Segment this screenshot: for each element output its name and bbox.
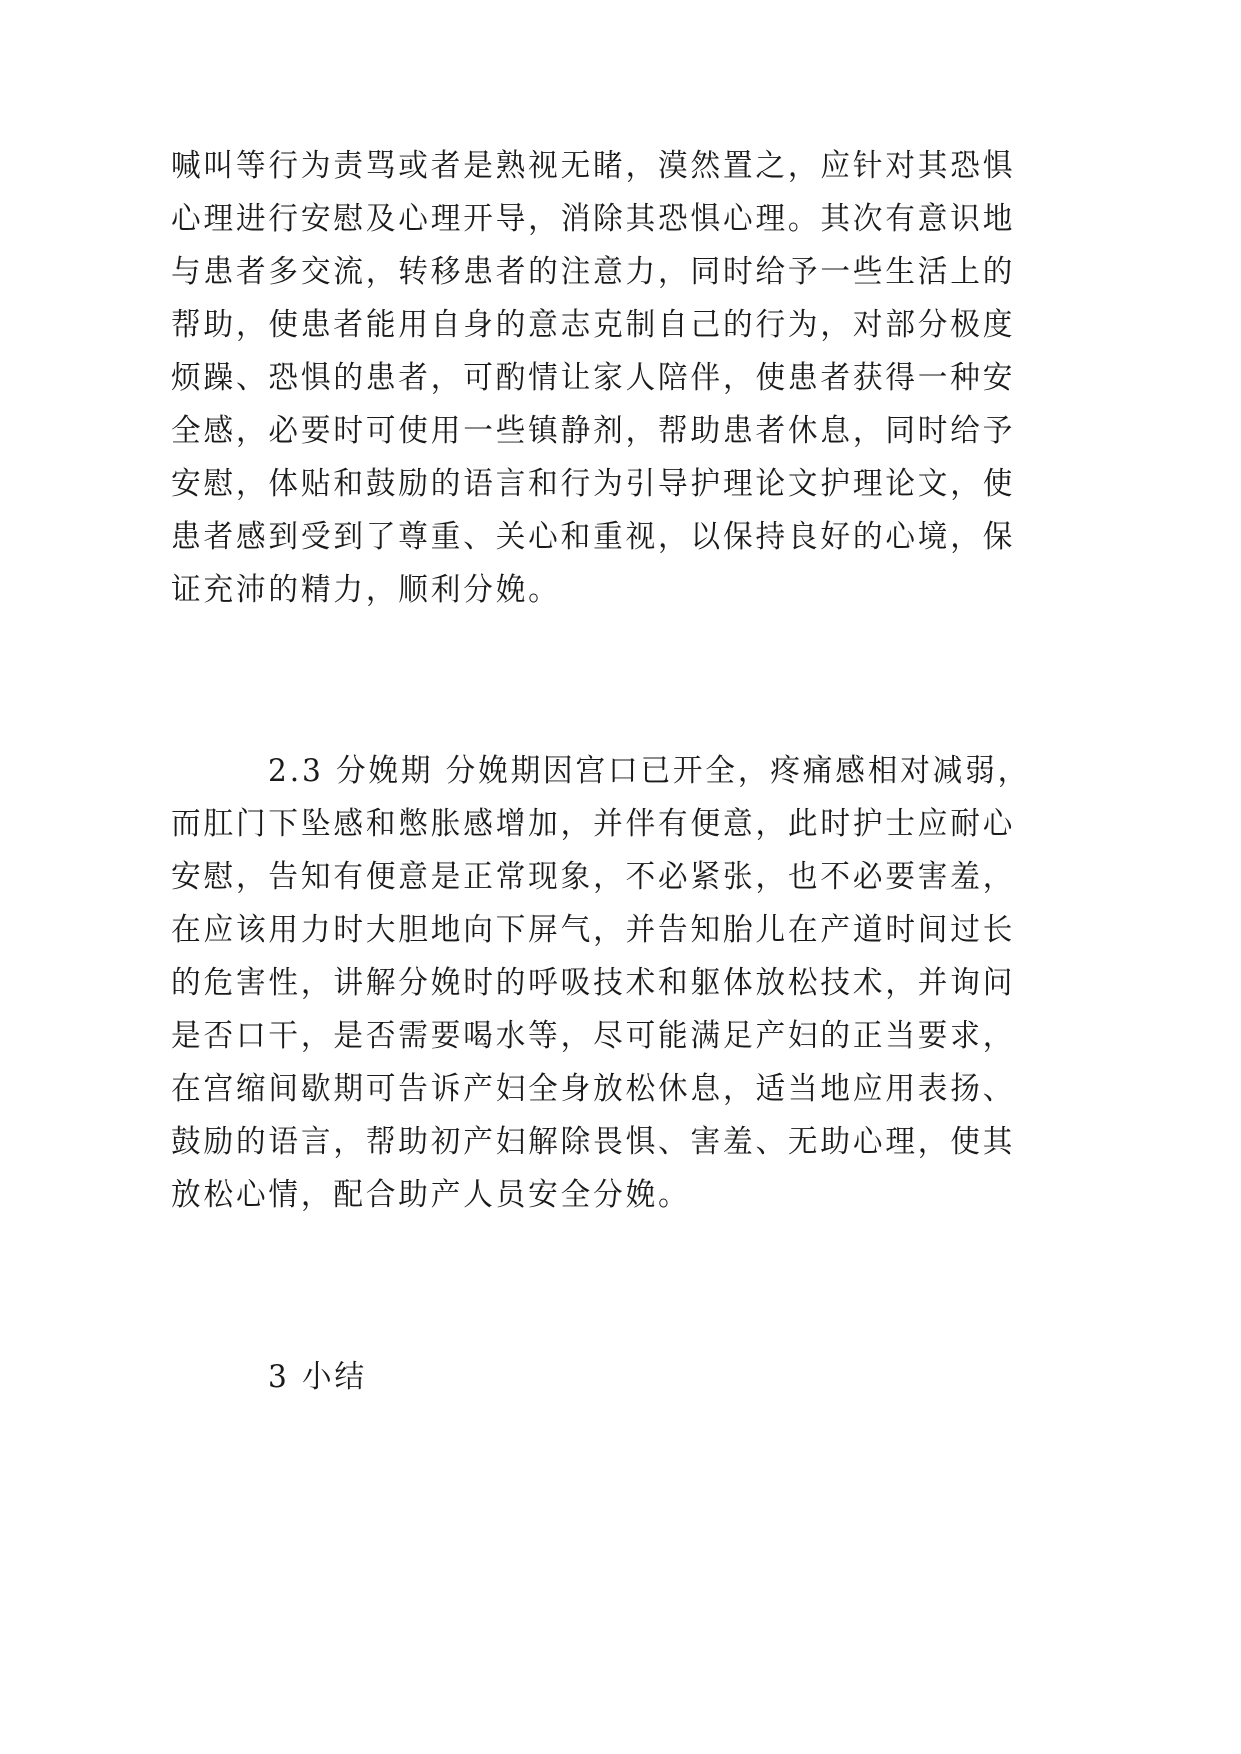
text-line: 在应该用力时大胆地向下屏气，并告知胎儿在产道时间过长 xyxy=(171,912,1016,948)
text-line: 证充沛的精力，顺利分娩。 xyxy=(171,572,561,608)
text-line: 烦躁、恐惧的患者，可酌情让家人陪伴，使患者获得一种安 xyxy=(171,360,1016,396)
text-line: 安慰，体贴和鼓励的语言和行为引导护理论文护理论文，使 xyxy=(171,466,1016,502)
text-line: 患者感到受到了尊重、关心和重视，以保持良好的心境，保 xyxy=(171,519,1016,555)
text-line: 2.3 分娩期 分娩期因宫口已开全，疼痛感相对减弱， xyxy=(268,753,1031,789)
text-line: 在宫缩间歇期可告诉产妇全身放松休息，适当地应用表扬、 xyxy=(171,1071,1016,1107)
text-line: 喊叫等行为责骂或者是熟视无睹，漠然置之，应针对其恐惧 xyxy=(171,148,1016,184)
section-heading: 3 小结 xyxy=(268,1359,367,1395)
text-line: 与患者多交流，转移患者的注意力，同时给予一些生活上的 xyxy=(171,254,1016,290)
text-line: 放松心情，配合助产人员安全分娩。 xyxy=(171,1177,691,1213)
text-line: 安慰，告知有便意是正常现象，不必紧张，也不必要害羞， xyxy=(171,859,1016,895)
text-line: 的危害性，讲解分娩时的呼吸技术和躯体放松技术，并询问 xyxy=(171,965,1016,1001)
text-line: 而肛门下坠感和憋胀感增加，并伴有便意，此时护士应耐心 xyxy=(171,806,1016,842)
text-line: 帮助，使患者能用自身的意志克制自己的行为，对部分极度 xyxy=(171,307,1016,343)
text-line: 心理进行安慰及心理开导，消除其恐惧心理。其次有意识地 xyxy=(171,201,1016,237)
text-line: 全感，必要时可使用一些镇静剂，帮助患者休息，同时给予 xyxy=(171,413,1016,449)
text-line: 鼓励的语言，帮助初产妇解除畏惧、害羞、无助心理，使其 xyxy=(171,1124,1016,1160)
text-line: 是否口干，是否需要喝水等，尽可能满足产妇的正当要求， xyxy=(171,1018,1016,1054)
